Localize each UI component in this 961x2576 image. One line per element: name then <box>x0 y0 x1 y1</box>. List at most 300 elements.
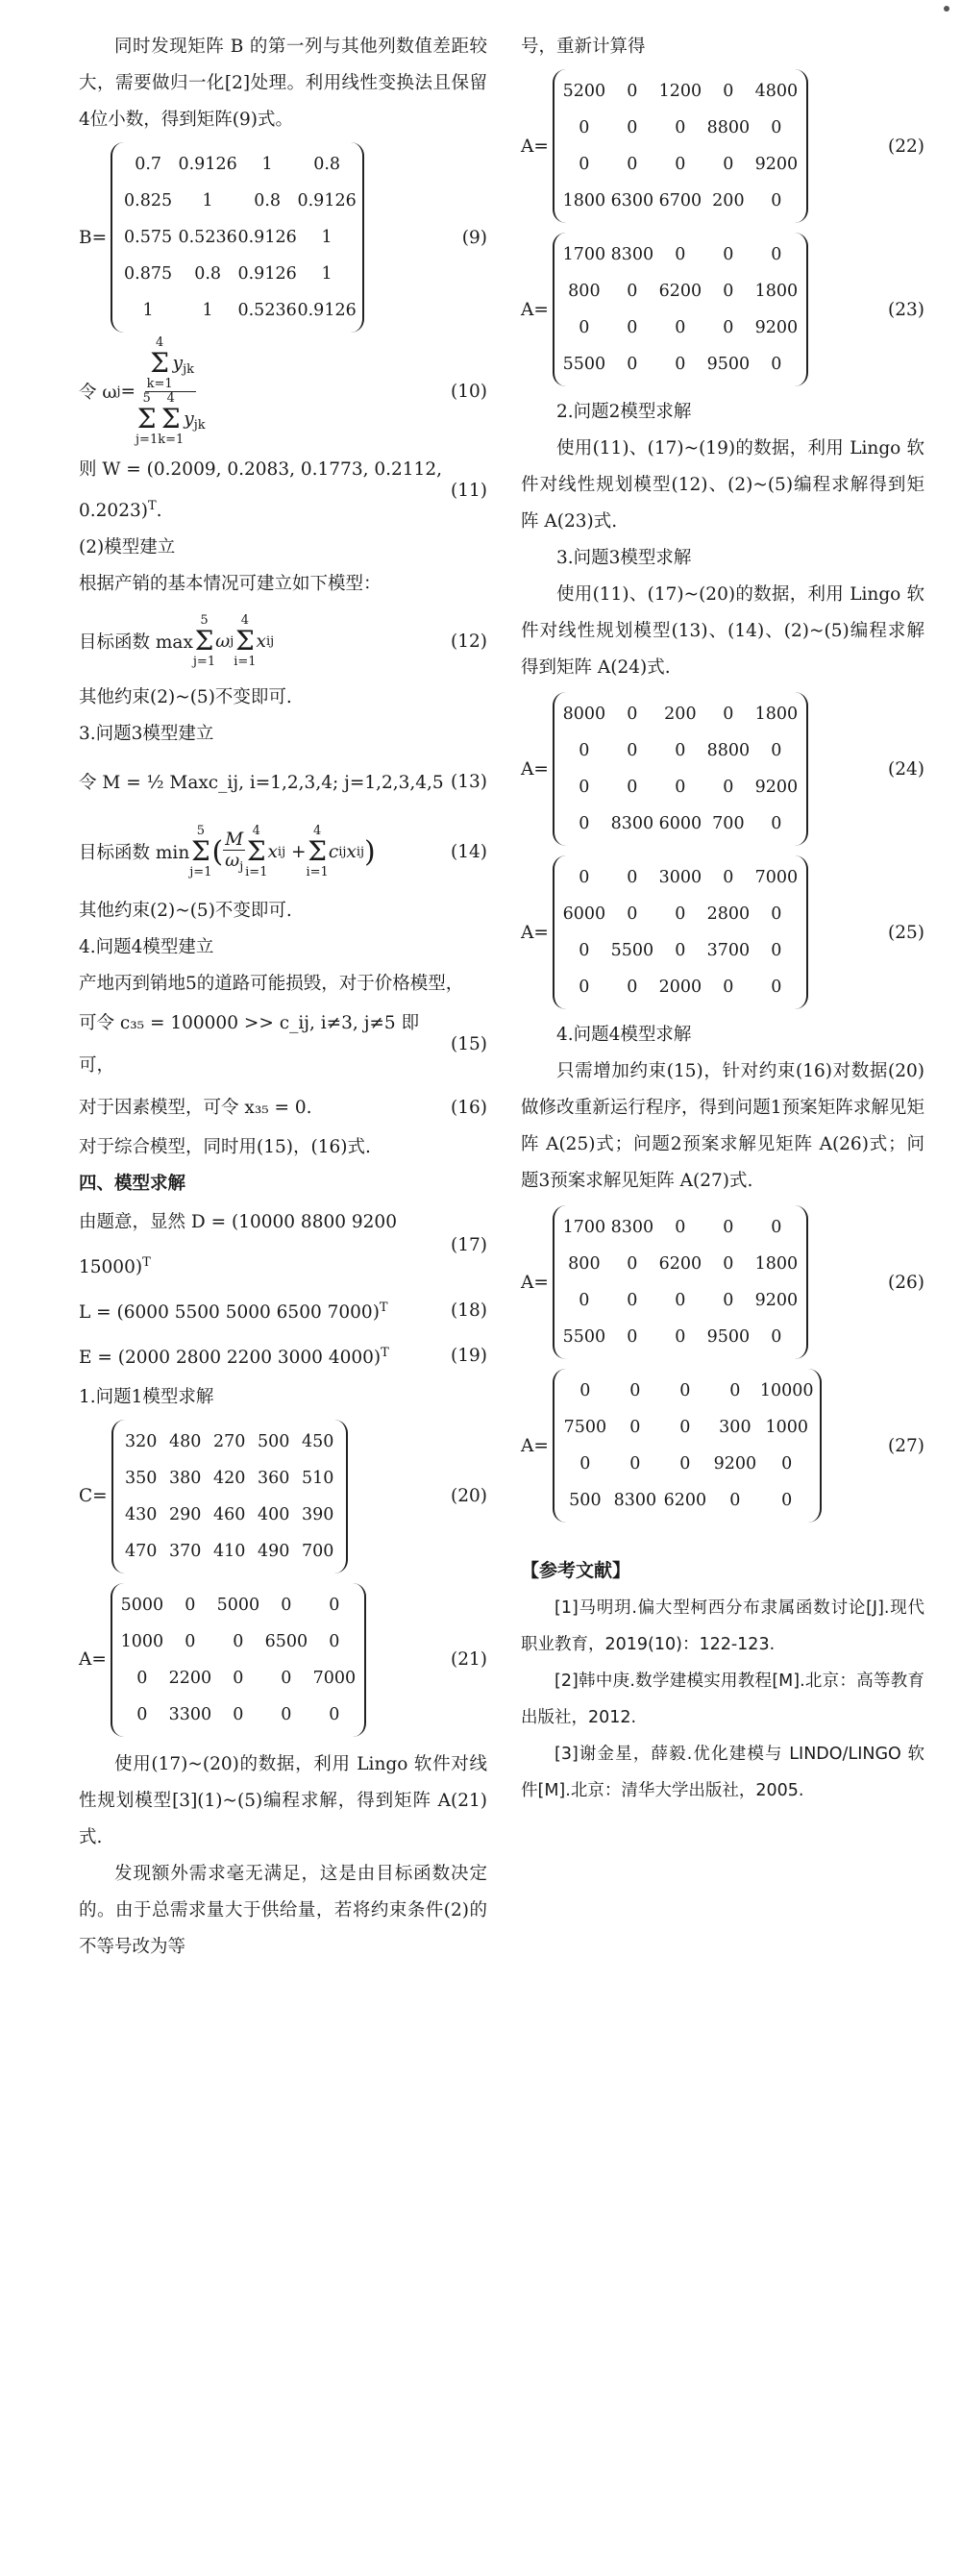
matrix-row <box>560 896 801 932</box>
matrix-cell: 6300 <box>610 191 654 211</box>
left-column <box>79 29 487 1966</box>
matrix-cell: 0 <box>675 1291 686 1310</box>
matrix-cell: 2000 <box>658 978 702 997</box>
matrix-cell: 0 <box>627 282 638 301</box>
equation-text: 可令 c₃₅ = 100000 >> c_ij, i≠3, j≠5 即可， <box>79 1013 420 1077</box>
matrix-cell: 8300 <box>610 245 654 264</box>
matrix-cell: 8800 <box>706 118 751 137</box>
matrix-cell: 480 <box>168 1431 202 1451</box>
matrix-cell: 460 <box>212 1504 246 1524</box>
matrix-row <box>560 73 801 110</box>
matrix-cell: 8300 <box>610 1218 654 1237</box>
matrix-cell: 0 <box>579 155 590 174</box>
matrix-cell: 360 <box>257 1468 290 1488</box>
equation-text: 目标函数 max <box>79 632 193 654</box>
matrix-cell: 510 <box>301 1468 334 1488</box>
matrix-row <box>119 1424 340 1460</box>
equation-10 <box>79 334 487 447</box>
matrix-row <box>118 146 357 183</box>
matrix-cell: 1 <box>202 301 213 320</box>
subheading: 2.问题2模型求解 <box>556 402 692 422</box>
matrix-cell: 0 <box>771 118 782 137</box>
equation-15 <box>79 1003 487 1087</box>
equation-number: (11) <box>451 480 487 501</box>
matrix-cell: 9500 <box>706 1327 751 1347</box>
matrix-cell: 1 <box>261 155 273 174</box>
matrix-cell: 0 <box>281 1668 292 1688</box>
matrix-row <box>119 1460 340 1497</box>
matrix-cell: 0 <box>729 1381 741 1400</box>
reference-item: [2]韩中庚.数学建模实用教程[M].北京：高等教育出版社，2012. <box>521 1672 924 1727</box>
matrix-cell: 3000 <box>658 868 702 887</box>
matrix-cell: 0 <box>629 1454 641 1474</box>
matrix-row <box>560 1246 801 1282</box>
equation-27 <box>521 1369 924 1523</box>
matrix-cell: 0 <box>675 355 686 374</box>
matrix-cell: 0 <box>627 1254 638 1274</box>
equation-number: (21) <box>451 1649 487 1671</box>
equation-18 <box>79 1288 487 1333</box>
matrix-row <box>560 732 801 769</box>
matrix-cell: 0 <box>675 941 686 960</box>
matrix-row <box>118 1623 358 1660</box>
equation-number: (19) <box>451 1346 487 1367</box>
matrix-cell: 8300 <box>610 814 654 833</box>
matrix-cell: 0 <box>136 1704 148 1724</box>
matrix-cell: 0 <box>579 868 590 887</box>
matrix-cell: 800 <box>568 282 601 301</box>
matrix-label: A= <box>521 1272 549 1293</box>
matrix-cell: 0 <box>579 978 590 997</box>
paragraph: 使用(17)~(20)的数据，利用 Lingo 软件对线性规划模型[3](1)~(5)编程求解，得到矩阵 A(21)式. <box>79 1753 487 1847</box>
matrix-cell: 10000 <box>759 1381 814 1400</box>
matrix-cell: 400 <box>257 1504 290 1524</box>
matrix-cell: 8300 <box>613 1491 657 1510</box>
matrix-cell: 0 <box>781 1491 793 1510</box>
matrix-cell: 270 <box>212 1431 246 1451</box>
matrix-label: A= <box>521 299 549 320</box>
equation-number: (9) <box>461 227 487 248</box>
matrix-cell: 0.8 <box>254 191 282 211</box>
matrix-cell: 0 <box>771 741 782 760</box>
matrix-cell: 1700 <box>562 1218 606 1237</box>
matrix-cell: 0 <box>329 1595 340 1615</box>
equation-text: . <box>156 501 162 522</box>
equation-14: 目标函数 min 5 Σ j=1 ( $\frac{M}{\omega_j}$ 4 Σ i=1 x ij + 4 Σ i=1 c ij x ij ) (14) <box>79 823 487 879</box>
matrix-cell: 0 <box>679 1454 691 1474</box>
equation-19 <box>79 1333 487 1378</box>
matrix-cell: 0 <box>679 1418 691 1437</box>
matrix-cell: 9200 <box>713 1454 757 1474</box>
matrix-row <box>560 1282 801 1319</box>
equation-number: (13) <box>451 771 487 792</box>
subheading: 4.问题4模型求解 <box>556 1025 692 1045</box>
matrix-cell: 0 <box>675 778 686 797</box>
equation-9 <box>79 142 487 333</box>
equation-number: (10) <box>451 381 487 402</box>
matrix-row <box>560 1482 814 1519</box>
matrix-cell: 390 <box>301 1504 334 1524</box>
matrix-cell: 4800 <box>754 82 799 101</box>
matrix-cell: 0 <box>723 155 734 174</box>
matrix-cell: 0.9126 <box>178 155 237 174</box>
matrix <box>553 1369 822 1523</box>
matrix-cell: 0 <box>771 191 782 211</box>
matrix-cell: 6500 <box>264 1631 308 1651</box>
matrix-cell: 0.5236 <box>237 301 297 320</box>
matrix-cell: 0 <box>781 1454 793 1474</box>
paragraph: 其他约束(2)~(5)不变即可. <box>79 901 292 922</box>
matrix-cell: 0 <box>627 705 638 724</box>
matrix-cell: 0 <box>185 1631 196 1651</box>
matrix-row <box>118 1587 358 1623</box>
matrix-cell: 0 <box>233 1704 244 1724</box>
matrix-cell: 0.9126 <box>297 191 357 211</box>
matrix-cell: 3300 <box>168 1704 212 1724</box>
matrix-label: A= <box>521 1435 549 1456</box>
matrix-row <box>560 236 801 273</box>
matrix-cell: 6000 <box>658 814 702 833</box>
matrix-cell: 5500 <box>562 355 606 374</box>
subheading: (2)模型建立 <box>79 537 176 558</box>
matrix-row <box>560 146 801 183</box>
matrix-cell: 0 <box>675 904 686 924</box>
matrix <box>553 855 808 1009</box>
paragraph: 其他约束(2)~(5)不变即可. <box>79 687 292 708</box>
matrix-cell: 0 <box>627 1327 638 1347</box>
matrix-row <box>118 183 357 219</box>
matrix-cell: 0 <box>679 1381 691 1400</box>
matrix-cell: 700 <box>712 814 745 833</box>
matrix-cell: 350 <box>124 1468 158 1488</box>
subheading: 3.问题3模型建立 <box>79 724 214 745</box>
matrix-cell: 0 <box>579 1381 591 1400</box>
matrix-cell: 0 <box>771 355 782 374</box>
matrix-cell: 1 <box>321 264 333 284</box>
equation-number: (16) <box>451 1098 487 1119</box>
corner-dot <box>944 6 949 12</box>
equation-text: 令 M = ½ Maxc_ij, i=1,2,3,4; j=1,2,3,4,5 <box>79 773 444 794</box>
right-column <box>521 29 924 1809</box>
matrix-row <box>560 273 801 310</box>
reference-item: [1]马明玥.偏大型柯西分布隶属函数讨论[J].现代职业教育，2019(10)：122-123. <box>521 1598 924 1654</box>
equation-text: 目标函数 min <box>79 843 190 864</box>
equation-number: (12) <box>451 631 487 652</box>
matrix-cell: 410 <box>212 1541 246 1561</box>
matrix-cell: 9200 <box>754 1291 799 1310</box>
matrix-cell: 0 <box>627 82 638 101</box>
matrix-cell: 1700 <box>562 245 606 264</box>
matrix-row <box>119 1533 340 1570</box>
matrix-cell: 0 <box>579 941 590 960</box>
matrix-cell: 9200 <box>754 155 799 174</box>
equation-text: 对于因素模型，可令 x₃₅ = 0. <box>79 1098 312 1119</box>
matrix-cell: 0 <box>627 778 638 797</box>
matrix-cell: 470 <box>124 1541 158 1561</box>
equation-13 <box>79 753 487 810</box>
matrix-cell: 1800 <box>754 705 799 724</box>
matrix-cell: 800 <box>568 1254 601 1274</box>
matrix-cell: 0 <box>627 355 638 374</box>
matrix-cell: 0 <box>723 978 734 997</box>
paragraph: 产地丙到销地5的道路可能损毁，对于价格模型， <box>79 974 464 995</box>
matrix-row <box>560 969 801 1005</box>
matrix-cell: 6200 <box>663 1491 707 1510</box>
matrix-cell: 1800 <box>754 1254 799 1274</box>
matrix-cell: 0 <box>723 868 734 887</box>
equation-number: (26) <box>888 1272 924 1293</box>
matrix-cell: 0.8 <box>194 264 222 284</box>
matrix-cell: 370 <box>168 1541 202 1561</box>
matrix-row <box>118 292 357 329</box>
equation-superscript: T <box>381 1346 389 1361</box>
references <box>521 1551 924 1809</box>
matrix-cell: 9500 <box>706 355 751 374</box>
equation-sign: = <box>120 381 136 402</box>
matrix-cell: 1000 <box>765 1418 808 1437</box>
matrix-label: A= <box>79 1649 107 1671</box>
paragraph: 使用(11)、(17)~(19)的数据，利用 Lingo 软件对线性规划模型(12)、(2)~(5)编程求解得到矩阵 A(23)式. <box>521 438 924 532</box>
matrix <box>553 1205 808 1359</box>
equation-text: L = (6000 5500 5000 6500 7000) <box>79 1302 380 1324</box>
matrix-cell: 0 <box>281 1595 292 1615</box>
equation-text: E = (2000 2800 2200 3000 4000) <box>79 1348 382 1369</box>
paragraph: 只需增加约束(15)，针对约束(16)对数据(20)做修改重新运行程序，得到问题1预案矩阵求解见矩阵 A(25)式；问题2预案求解见矩阵 A(26)式；问题3预案求解见矩阵 A(27)式. <box>521 1061 924 1191</box>
matrix-cell: 0 <box>771 941 782 960</box>
matrix-cell: 200 <box>712 191 745 211</box>
matrix-cell: 0 <box>329 1631 340 1651</box>
subheading: 3.问题3模型求解 <box>556 548 692 568</box>
equation-text: 令 ω <box>79 383 117 403</box>
matrix-cell: 0 <box>675 245 686 264</box>
equation-16 <box>79 1087 487 1129</box>
matrix-cell: 320 <box>124 1431 158 1451</box>
matrix-cell: 0.5236 <box>178 228 237 247</box>
matrix-label: A= <box>521 136 549 157</box>
matrix-label: B= <box>79 227 108 248</box>
matrix-cell: 0 <box>579 318 590 337</box>
matrix <box>111 1420 348 1573</box>
matrix-cell: 420 <box>212 1468 246 1488</box>
matrix-row <box>560 859 801 896</box>
matrix-cell: 0 <box>233 1668 244 1688</box>
matrix-row <box>560 110 801 146</box>
equation-text: 由题意，显然 D = (10000 8800 9200 15000) <box>79 1212 397 1278</box>
matrix-cell: 0 <box>729 1491 741 1510</box>
matrix <box>553 692 808 846</box>
equation-number: (14) <box>451 841 487 862</box>
matrix-cell: 1 <box>321 228 333 247</box>
matrix-cell: 8800 <box>706 741 751 760</box>
equation-24 <box>521 692 924 846</box>
matrix-cell: 0 <box>771 978 782 997</box>
equation-superscript: T <box>147 499 157 513</box>
equation-superscript: T <box>142 1255 151 1271</box>
equation-20 <box>79 1420 487 1573</box>
matrix-cell: 0 <box>723 318 734 337</box>
matrix-cell: 1000 <box>120 1631 164 1651</box>
fraction: 4 Σ k=1 $y_{jk}$ 5 Σ j=1 4 Σ k=1 $y_{jk}$ <box>136 334 206 447</box>
equation-25 <box>521 855 924 1009</box>
matrix-cell: 0 <box>723 778 734 797</box>
matrix-row <box>560 346 801 383</box>
matrix-row <box>118 256 357 292</box>
matrix-cell: 6200 <box>658 1254 702 1274</box>
matrix-cell: 0 <box>675 741 686 760</box>
matrix-cell: 0 <box>136 1668 148 1688</box>
matrix-cell: 0 <box>627 1291 638 1310</box>
matrix-cell: 0 <box>771 814 782 833</box>
matrix-cell: 5500 <box>562 1327 606 1347</box>
matrix-cell: 0 <box>675 1327 686 1347</box>
matrix-cell: 0 <box>329 1704 340 1724</box>
matrix-row <box>560 310 801 346</box>
equation-23 <box>521 233 924 386</box>
equation-21 <box>79 1583 487 1737</box>
equation-11 <box>79 452 487 530</box>
equation-number: (24) <box>888 758 924 780</box>
matrix-row <box>560 805 801 842</box>
equation-number: (17) <box>451 1234 487 1255</box>
matrix-cell: 0.9126 <box>237 228 297 247</box>
matrix-cell: 0 <box>627 868 638 887</box>
matrix-cell: 1 <box>202 191 213 211</box>
matrix-cell: 0 <box>579 814 590 833</box>
matrix-cell: 6200 <box>658 282 702 301</box>
matrix-cell: 1800 <box>754 282 799 301</box>
matrix-cell: 5200 <box>562 82 606 101</box>
matrix <box>111 1583 366 1737</box>
matrix-cell: 0 <box>675 155 686 174</box>
matrix-cell: 0 <box>627 318 638 337</box>
matrix-cell: 1 <box>142 301 154 320</box>
matrix-cell: 290 <box>168 1504 202 1524</box>
equation-number: (22) <box>888 136 924 157</box>
matrix-cell: 0 <box>627 978 638 997</box>
matrix-row <box>119 1497 340 1533</box>
matrix-cell: 7000 <box>754 868 799 887</box>
matrix-row <box>560 183 801 219</box>
matrix-cell: 0 <box>771 904 782 924</box>
paragraph: 使用(11)、(17)~(20)的数据，利用 Lingo 软件对线性规划模型(13)、(14)、(2)~(5)编程求解得到矩阵 A(24)式. <box>521 584 924 678</box>
matrix-cell: 2200 <box>168 1668 212 1688</box>
matrix-cell: 9200 <box>754 318 799 337</box>
matrix-cell: 0 <box>723 1218 734 1237</box>
matrix-row <box>560 1373 814 1409</box>
matrix-cell: 0 <box>579 118 590 137</box>
paragraph: 同时发现矩阵 B 的第一列与其他列数值差距较大，需要做归一化[2]处理。利用线性变换法且保留4位小数，得到矩阵(9)式。 <box>79 37 487 130</box>
matrix-cell: 0 <box>627 904 638 924</box>
equation-number: (18) <box>451 1300 487 1321</box>
matrix-cell: 0 <box>675 1218 686 1237</box>
matrix-cell: 0 <box>771 1218 782 1237</box>
matrix-row <box>118 1697 358 1733</box>
matrix-cell: 500 <box>569 1491 602 1510</box>
matrix-row <box>560 932 801 969</box>
matrix-cell: 7500 <box>563 1418 607 1437</box>
equation-number: (27) <box>888 1435 924 1456</box>
matrix-cell: 0 <box>771 1327 782 1347</box>
matrix-cell: 6700 <box>658 191 702 211</box>
subheading: 4.问题4模型建立 <box>79 937 214 958</box>
equation-number: (23) <box>888 299 924 320</box>
matrix <box>553 69 808 223</box>
matrix-cell: 490 <box>257 1541 290 1561</box>
matrix-cell: 0 <box>233 1631 244 1651</box>
equation-12: 目标函数 max 5 Σ j=1 ω j 4 Σ i=1 x ij (12) <box>79 612 487 669</box>
matrix-cell: 0 <box>723 82 734 101</box>
matrix-cell: 0 <box>723 705 734 724</box>
matrix-cell: 0 <box>723 1254 734 1274</box>
matrix-cell: 1800 <box>562 191 606 211</box>
matrix-label: C= <box>79 1486 108 1507</box>
matrix-row <box>560 1446 814 1482</box>
matrix-cell: 0 <box>579 1454 591 1474</box>
matrix-cell: 0 <box>675 318 686 337</box>
matrix-cell: 0 <box>629 1418 641 1437</box>
equation-26 <box>521 1205 924 1359</box>
matrix-cell: 300 <box>719 1418 752 1437</box>
matrix <box>553 233 808 386</box>
matrix-cell: 430 <box>124 1504 158 1524</box>
matrix-cell: 0 <box>185 1595 196 1615</box>
matrix-cell: 700 <box>301 1541 334 1561</box>
matrix-cell: 0 <box>675 118 686 137</box>
matrix-cell: 0.875 <box>124 264 173 284</box>
matrix-label: A= <box>521 758 549 780</box>
matrix-label: A= <box>521 922 549 943</box>
matrix-cell: 5500 <box>610 941 654 960</box>
matrix-row <box>560 1409 814 1446</box>
matrix-cell: 0 <box>723 1291 734 1310</box>
matrix-cell: 450 <box>301 1431 334 1451</box>
matrix-cell: 0.825 <box>124 191 173 211</box>
matrix-cell: 0 <box>281 1704 292 1724</box>
matrix-cell: 3700 <box>706 941 751 960</box>
matrix-cell: 0 <box>579 741 590 760</box>
matrix-cell: 0 <box>627 741 638 760</box>
matrix-cell: 0 <box>627 118 638 137</box>
matrix-cell: 0.9126 <box>297 301 357 320</box>
equation-text: 则 W = (0.2009, 0.2083, 0.1773, 0.2112, 0.2023) <box>79 459 442 522</box>
matrix-cell: 0 <box>771 245 782 264</box>
equation-subscript: j <box>116 384 121 399</box>
matrix-cell: 0 <box>579 778 590 797</box>
matrix-row <box>560 696 801 732</box>
paragraph: 根据产销的基本情况可建立如下模型： <box>79 574 382 595</box>
matrix-cell: 0.575 <box>124 228 173 247</box>
matrix-cell: 200 <box>664 705 697 724</box>
matrix-cell: 6000 <box>562 904 606 924</box>
matrix-cell: 5000 <box>216 1595 260 1615</box>
matrix-cell: 0 <box>629 1381 641 1400</box>
paragraph: 发现额外需求毫无满足，这是由目标函数决定的。由于总需求量大于供给量，若将约束条件(2)的不等号改为等 <box>79 1863 487 1957</box>
matrix-cell: 9200 <box>754 778 799 797</box>
reference-item: [3]谢金星，薛毅.优化建模与 LINDO/LINGO 软件[M].北京：清华大学出版社，2005. <box>521 1745 924 1800</box>
equation-number: (25) <box>888 922 924 943</box>
matrix-cell: 0.9126 <box>237 264 297 284</box>
matrix-cell: 0 <box>723 282 734 301</box>
equation-22 <box>521 69 924 223</box>
matrix-row <box>560 769 801 805</box>
paragraph: 对于综合模型，同时用(15)，(16)式. <box>79 1137 371 1158</box>
matrix-cell: 0.7 <box>135 155 162 174</box>
matrix-cell: 0 <box>627 155 638 174</box>
paragraph: 号，重新计算得 <box>521 37 646 57</box>
matrix-row <box>560 1319 801 1355</box>
matrix-cell: 5000 <box>120 1595 164 1615</box>
equation-superscript: T <box>379 1300 388 1316</box>
